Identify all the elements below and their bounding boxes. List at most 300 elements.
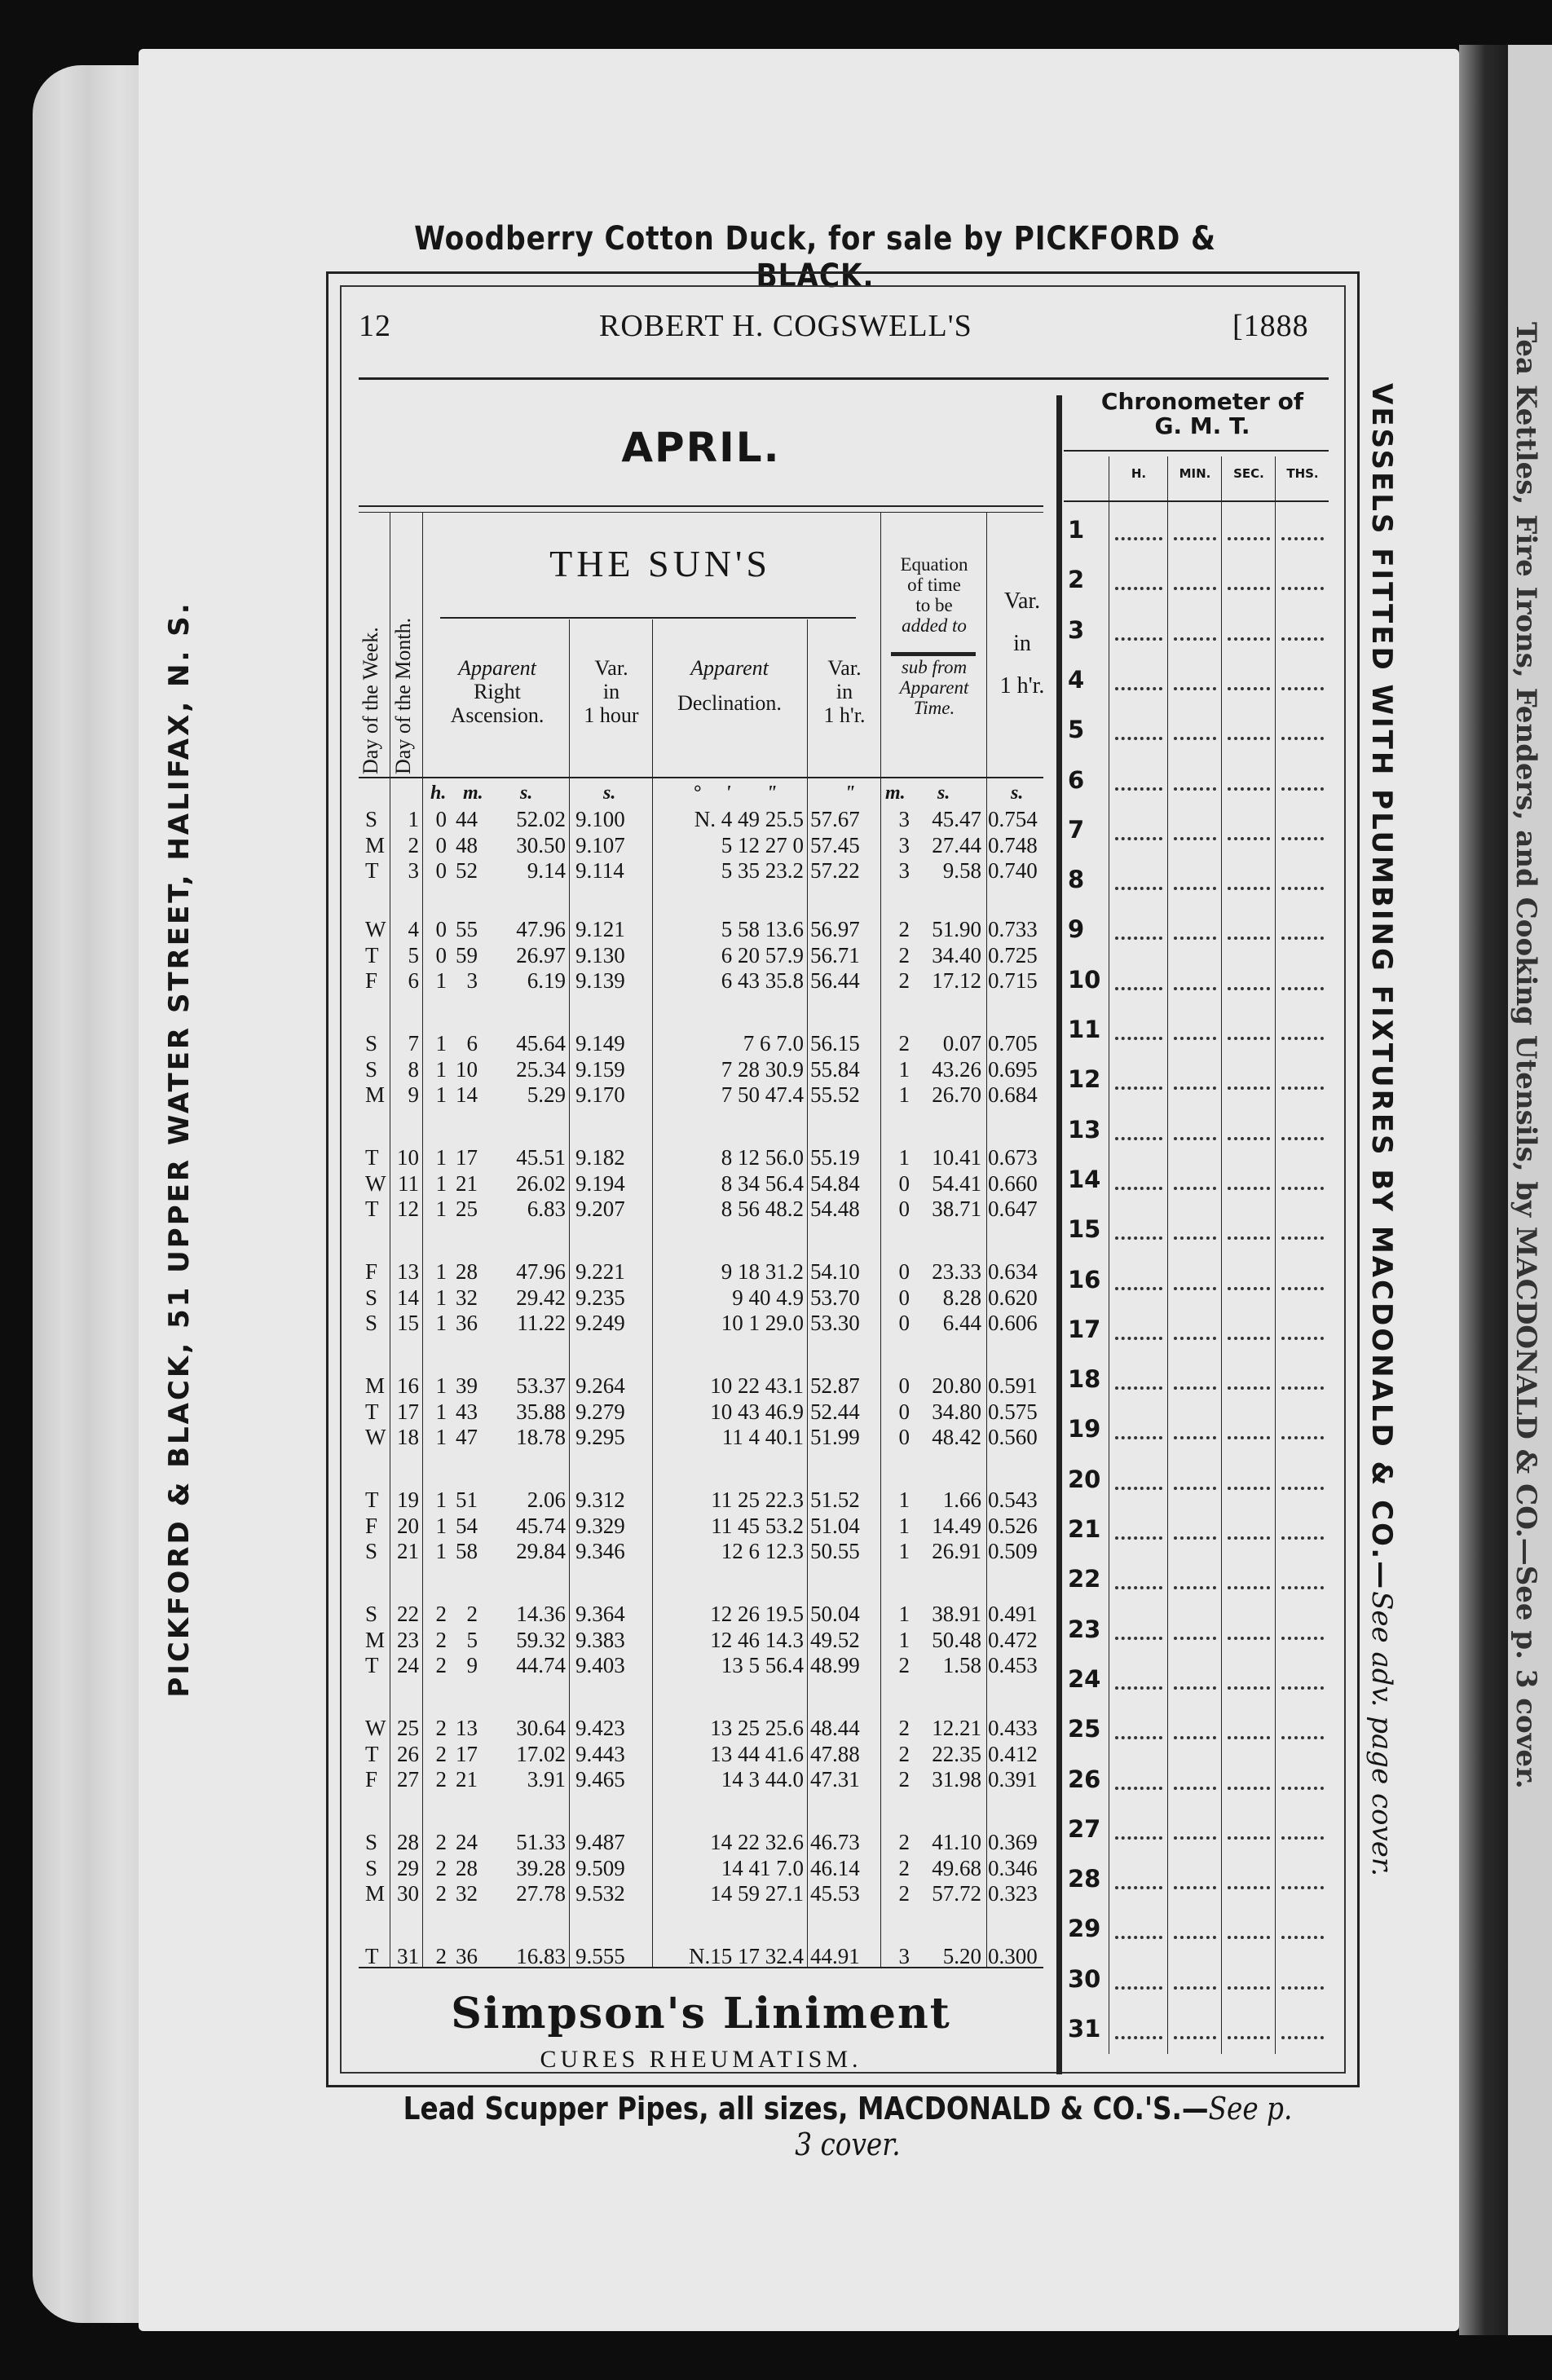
page-number: 12 (359, 309, 391, 343)
chronometer-blank-field (1174, 1633, 1216, 1640)
chronometer-day: 23 (1068, 1615, 1101, 1643)
cell-var-eq: 0.543 (988, 1488, 1038, 1512)
cell-ra-s: 47.96 (516, 1259, 566, 1284)
cell-dec: 13 25 25.6 (710, 1716, 804, 1740)
table-row (0, 1171, 1060, 1196)
cell-var-dec: 46.73 (810, 1830, 860, 1854)
cell-var-hr: 9.139 (575, 968, 625, 993)
cell-eq-m: 0 (898, 1373, 910, 1398)
cell-ra-s: 45.51 (516, 1145, 566, 1170)
table-row (0, 1373, 1060, 1398)
cell-ra-m: 13 (456, 1716, 478, 1740)
table-row (0, 1399, 1060, 1424)
cell-var-dec: 57.22 (810, 858, 860, 883)
cell-eq-s: 10.41 (932, 1145, 981, 1170)
cell-var-eq: 0.748 (988, 832, 1038, 857)
chronometer-blank-field (1228, 1284, 1270, 1290)
chronometer-blank-field (1228, 634, 1270, 641)
chronometer-blank-field (1174, 1533, 1216, 1540)
cell-dom: 15 (397, 1311, 419, 1335)
cell-eq-m: 2 (898, 968, 910, 993)
table-row (0, 1539, 1060, 1563)
chronometer-blank-field (1115, 1034, 1162, 1040)
cell-ra-m: 2 (466, 1602, 478, 1626)
chronometer-blank-field (1228, 1034, 1270, 1040)
cell-dec: 6 20 57.9 (721, 942, 804, 967)
chronometer-blank-field (1281, 684, 1324, 690)
chronometer-blank-field (1228, 1383, 1270, 1390)
cell-ra-s: 29.84 (516, 1539, 566, 1563)
cell-ra-m: 9 (466, 1653, 478, 1677)
cell-ra-h: 1 (435, 1145, 447, 1170)
cell-dom: 8 (408, 1056, 419, 1082)
cell-eq-s: 49.68 (932, 1855, 981, 1880)
cell-var-eq: 0.346 (988, 1855, 1038, 1880)
cell-ra-m: 36 (456, 1944, 478, 1968)
cell-ra-s: 53.37 (516, 1373, 566, 1398)
cell-ra-s: 16.83 (516, 1944, 566, 1968)
table-row (0, 917, 1060, 941)
cell-dom: 2 (408, 832, 419, 857)
cell-eq-m: 1 (898, 1056, 910, 1082)
cell-var-dec: 51.04 (810, 1513, 860, 1538)
chronometer-blank-field (1281, 1284, 1324, 1290)
cell-var-eq: 0.575 (988, 1399, 1038, 1424)
chronometer-blank-field (1115, 1233, 1162, 1240)
chronometer-blank-field (1174, 1034, 1216, 1040)
cell-ra-s: 11.22 (517, 1311, 566, 1335)
table-row (0, 1653, 1060, 1677)
table-row (0, 1031, 1060, 1056)
chronometer-blank-field (1115, 1284, 1162, 1290)
cell-var-hr: 9.403 (575, 1653, 625, 1677)
right-margin-advert (1365, 383, 1398, 1877)
chronometer-blank-field (1228, 1433, 1270, 1439)
cell-dow: S (365, 1056, 378, 1082)
cell-var-eq: 0.715 (988, 968, 1038, 993)
cell-eq-m: 1 (898, 1513, 910, 1538)
chronometer-blank-field (1115, 1583, 1162, 1589)
cell-ra-h: 1 (435, 1285, 447, 1310)
chronometer-blank-field (1174, 1783, 1216, 1790)
cell-var-dec: 44.91 (810, 1944, 860, 1968)
cell-ra-h: 2 (435, 1627, 447, 1652)
cell-var-eq: 0.391 (988, 1767, 1038, 1792)
cell-ra-m: 58 (456, 1539, 478, 1563)
cell-ra-s: 44.74 (516, 1653, 566, 1677)
sun-rule (440, 617, 856, 619)
cell-var-eq: 0.647 (988, 1197, 1038, 1221)
cell-eq-m: 3 (898, 807, 910, 831)
chronometer-blank-field (1281, 534, 1324, 540)
cell-ra-m: 54 (456, 1513, 478, 1538)
cell-dec: 10 22 43.1 (710, 1373, 804, 1398)
cell-ra-h: 1 (435, 1488, 447, 1512)
chronometer-blank-field (1115, 1433, 1162, 1439)
chronometer-blank-field (1174, 984, 1216, 990)
table-row (0, 833, 1060, 857)
cell-ra-h: 2 (435, 1653, 447, 1677)
cell-ra-m: 59 (456, 942, 478, 967)
cell-eq-m: 1 (898, 1082, 910, 1107)
cell-var-hr: 9.264 (575, 1373, 625, 1398)
cell-ra-h: 1 (435, 1373, 447, 1398)
var-dec-header: Var. in 1 h'r. (823, 656, 866, 727)
cell-ra-s: 2.06 (527, 1488, 566, 1512)
chronometer-blank-field (1174, 1083, 1216, 1090)
cell-ra-h: 2 (435, 1830, 447, 1854)
cell-var-hr: 9.100 (575, 807, 625, 831)
cell-eq-m: 1 (898, 1488, 910, 1512)
chronometer-blank-field (1115, 784, 1162, 791)
cell-ra-h: 1 (435, 1056, 447, 1082)
cell-dow: T (365, 858, 379, 883)
chronometer-blank-field (1174, 834, 1216, 840)
cell-ra-m: 6 (466, 1031, 478, 1056)
cell-ra-m: 48 (456, 832, 478, 857)
chronometer-day: 1 (1068, 516, 1085, 544)
right-margin-italic: See adv. page cover. (1365, 1591, 1398, 1877)
cell-dec: 9 18 31.2 (721, 1259, 804, 1284)
chronometer-blank-field (1281, 784, 1324, 791)
cell-var-hr: 9.555 (575, 1944, 625, 1968)
chronometer-blank-field (1228, 1183, 1270, 1190)
advert-title: Simpson's Liniment (451, 1989, 951, 2038)
chron-col-ths: THS. (1286, 466, 1319, 481)
chronometer-blank-field (1115, 1183, 1162, 1190)
cell-var-hr: 9.107 (575, 832, 625, 857)
table-row (0, 1514, 1060, 1538)
cell-dow: T (365, 1145, 379, 1170)
chronometer-day: 21 (1068, 1515, 1101, 1543)
chronometer-blank-field (1115, 1933, 1162, 1939)
cell-eq-s: 31.98 (932, 1767, 981, 1792)
table-row (0, 1881, 1060, 1906)
cell-var-eq: 0.323 (988, 1881, 1038, 1906)
cell-var-hr: 9.170 (575, 1082, 625, 1107)
cell-var-dec: 53.30 (810, 1311, 860, 1335)
cell-eq-s: 38.91 (932, 1602, 981, 1626)
cell-dec: 5 58 13.6 (721, 917, 804, 941)
table-row (0, 1259, 1060, 1284)
chronometer-blank-field (1281, 1533, 1324, 1540)
chronometer-day: 5 (1068, 716, 1085, 744)
chronometer-blank-field (1115, 1383, 1162, 1390)
cell-dec: 14 3 44.0 (721, 1767, 804, 1792)
cell-dec: 14 59 27.1 (710, 1881, 804, 1906)
next-page-text: Tea Kettles, Fire Irons, Fenders, and Cooking Utensils, by MACDONALD & CO.—See p. 3 cover. (1510, 322, 1542, 1789)
cell-dow: F (365, 1513, 378, 1538)
advert-subtitle: CURES RHEUMATISM. (540, 2046, 862, 2073)
chronometer-blank-field (1115, 1134, 1162, 1140)
chronometer-day: 17 (1068, 1315, 1101, 1343)
cell-dec: 7 50 47.4 (721, 1082, 804, 1107)
cell-ra-h: 0 (435, 807, 447, 831)
chronometer-blank-field (1174, 1433, 1216, 1439)
cell-var-hr: 9.249 (575, 1311, 625, 1335)
cell-ra-m: 24 (456, 1830, 478, 1854)
chronometer-day: 27 (1068, 1814, 1101, 1843)
chronometer-blank-field (1174, 1183, 1216, 1190)
chronometer-blank-field (1281, 2033, 1324, 2039)
cell-ra-s: 35.88 (516, 1399, 566, 1424)
cell-ra-h: 1 (435, 968, 447, 993)
chronometer-blank-field (1115, 2033, 1162, 2039)
cell-dec: 12 46 14.3 (710, 1627, 804, 1652)
chronometer-blank-field (1174, 634, 1216, 641)
cell-eq-s: 5.20 (942, 1944, 981, 1968)
day-of-week-label: Day of the Week. (359, 627, 382, 774)
chronometer-blank-field (1228, 2033, 1270, 2039)
cell-ra-m: 52 (456, 858, 478, 883)
chronometer-blank-field (1281, 1333, 1324, 1340)
equation-header: Equation of time to be added to sub from Apparent Time. (899, 554, 969, 718)
cell-var-dec: 57.67 (810, 807, 860, 831)
var-hour-header: Var. in 1 hour (584, 656, 639, 727)
cell-ra-h: 1 (435, 1031, 447, 1056)
cell-var-hr: 9.149 (575, 1031, 625, 1056)
chronometer-blank-field (1228, 1833, 1270, 1840)
cell-ra-h: 1 (435, 1082, 447, 1107)
cell-eq-s: 41.10 (932, 1830, 981, 1854)
chronometer-blank-field (1174, 1833, 1216, 1840)
chronometer-blank-field (1281, 584, 1324, 590)
chronometer-day: 26 (1068, 1765, 1101, 1793)
cell-dow: W (365, 917, 386, 941)
cell-eq-s: 48.42 (932, 1425, 981, 1449)
chronometer-day: 9 (1068, 915, 1085, 944)
chronometer-blank-field (1228, 933, 1270, 940)
chronometer-blank-field (1281, 1883, 1324, 1889)
cell-ra-h: 0 (435, 832, 447, 857)
chronometer-day: 28 (1068, 1865, 1101, 1893)
cell-eq-m: 2 (898, 917, 910, 941)
cell-var-hr: 9.346 (575, 1539, 625, 1563)
chronometer-blank-field (1115, 1533, 1162, 1540)
chronometer-blank-field (1174, 1583, 1216, 1589)
cell-var-dec: 52.44 (810, 1399, 860, 1424)
table-row (0, 1602, 1060, 1626)
cell-eq-s: 17.12 (932, 968, 981, 993)
cell-var-hr: 9.194 (575, 1170, 625, 1196)
cell-dec: 13 5 56.4 (721, 1653, 804, 1677)
cell-ra-h: 2 (435, 1855, 447, 1880)
chronometer-blank-field (1174, 534, 1216, 540)
cell-var-eq: 0.606 (988, 1311, 1038, 1335)
chronometer-blank-field (1115, 584, 1162, 590)
chronometer-day: 11 (1068, 1016, 1101, 1043)
cell-ra-h: 1 (435, 1399, 447, 1424)
chronometer-day: 30 (1068, 1964, 1101, 1993)
cell-ra-s: 51.33 (516, 1830, 566, 1854)
cell-eq-m: 1 (898, 1539, 910, 1563)
table-row (0, 968, 1060, 993)
cell-dom: 30 (397, 1881, 419, 1906)
cell-ra-m: 17 (456, 1145, 478, 1170)
cell-eq-s: 6.44 (942, 1311, 981, 1335)
cell-ra-s: 26.02 (516, 1170, 566, 1196)
cell-var-hr: 9.235 (575, 1285, 625, 1310)
cell-dec: 12 26 19.5 (710, 1602, 804, 1626)
chronometer-blank-field (1281, 1733, 1324, 1739)
cell-var-hr: 9.532 (575, 1881, 625, 1906)
cell-var-hr: 9.443 (575, 1741, 625, 1766)
chronometer-blank-field (1115, 1633, 1162, 1640)
cell-ra-h: 2 (435, 1767, 447, 1792)
chronometer-blank-field (1228, 1583, 1270, 1589)
cell-dow: S (365, 1830, 378, 1854)
cell-eq-s: 26.70 (932, 1082, 981, 1107)
cell-var-dec: 55.19 (810, 1145, 860, 1170)
cell-dom: 13 (397, 1259, 419, 1284)
chronometer-day: 29 (1068, 1915, 1101, 1943)
cell-var-eq: 0.300 (988, 1944, 1038, 1968)
cell-eq-m: 2 (898, 1767, 910, 1792)
table-row (0, 1830, 1060, 1854)
cell-ra-s: 47.96 (516, 917, 566, 941)
cell-ra-m: 21 (456, 1170, 478, 1196)
cell-dec: 5 35 23.2 (721, 858, 804, 883)
cell-dow: M (365, 1881, 386, 1906)
chronometer-day: 10 (1068, 965, 1101, 994)
cell-dom: 23 (397, 1627, 419, 1652)
page-year: [1888 (1232, 309, 1309, 343)
chronometer-blank-field (1174, 684, 1216, 690)
cell-eq-s: 23.33 (932, 1259, 981, 1284)
cell-dom: 28 (397, 1830, 419, 1854)
chronometer-blank-field (1115, 1483, 1162, 1490)
cell-dom: 1 (408, 807, 419, 831)
cell-var-hr: 9.114 (575, 858, 624, 883)
cell-dec: 11 4 40.1 (721, 1425, 804, 1449)
chron-col-rule (1167, 456, 1168, 2054)
chronometer-day: 8 (1068, 866, 1085, 894)
cell-ra-s: 45.64 (516, 1031, 566, 1056)
cell-ra-s: 5.29 (527, 1082, 566, 1107)
cell-dom: 5 (408, 942, 419, 967)
chronometer-blank-field (1115, 984, 1162, 990)
cell-dom: 29 (397, 1855, 419, 1880)
header-rule (359, 377, 1329, 380)
cell-var-dec: 46.14 (810, 1855, 860, 1880)
chronometer-blank-field (1174, 1733, 1216, 1739)
cell-var-eq: 0.740 (988, 858, 1038, 883)
cell-eq-s: 26.91 (932, 1539, 981, 1563)
cell-var-dec: 52.87 (810, 1373, 860, 1398)
cell-eq-s: 27.44 (932, 832, 981, 857)
cell-ra-m: 32 (456, 1881, 478, 1906)
cell-var-eq: 0.620 (988, 1285, 1038, 1310)
cell-ra-s: 14.36 (516, 1602, 566, 1626)
cell-dow: S (365, 807, 378, 831)
cell-eq-m: 3 (898, 1944, 910, 1968)
cell-eq-m: 2 (898, 1031, 910, 1056)
cell-dow: T (365, 1653, 379, 1677)
cell-ra-m: 32 (456, 1285, 478, 1310)
chronometer-blank-field (1228, 1633, 1270, 1640)
chronometer-blank-field (1174, 1933, 1216, 1939)
cell-ra-h: 1 (435, 1197, 447, 1221)
chronometer-blank-field (1115, 1783, 1162, 1790)
page-title: ROBERT H. COGSWELL'S (599, 309, 972, 343)
cell-dec: 8 34 56.4 (721, 1170, 804, 1196)
chronometer-blank-field (1115, 1733, 1162, 1739)
chronometer-blank-field (1115, 634, 1162, 641)
cell-var-eq: 0.412 (988, 1741, 1038, 1766)
cell-ra-m: 17 (456, 1741, 478, 1766)
table-row (0, 1197, 1060, 1221)
cell-var-dec: 56.97 (810, 917, 860, 941)
cell-var-dec: 50.55 (810, 1539, 860, 1563)
chronometer-day: 16 (1068, 1265, 1101, 1294)
cell-eq-s: 8.28 (942, 1285, 981, 1310)
cell-var-eq: 0.733 (988, 917, 1038, 941)
cell-var-dec: 56.15 (810, 1031, 860, 1056)
cell-dom: 3 (408, 858, 419, 883)
cell-dom: 24 (397, 1653, 419, 1677)
cell-dec: 14 22 32.6 (710, 1830, 804, 1854)
chronometer-blank-field (1281, 1983, 1324, 1990)
chronometer-blank-field (1174, 884, 1216, 890)
cell-var-dec: 50.04 (810, 1602, 860, 1626)
chronometer-blank-field (1228, 1333, 1270, 1340)
cell-dom: 6 (408, 968, 419, 993)
cell-eq-m: 0 (898, 1285, 910, 1310)
cell-ra-s: 9.14 (527, 858, 566, 883)
cell-dow: W (365, 1716, 386, 1740)
chronometer-day: 18 (1068, 1365, 1101, 1394)
cell-ra-h: 0 (435, 942, 447, 967)
chronometer-blank-field (1115, 884, 1162, 890)
cell-eq-s: 50.48 (932, 1627, 981, 1652)
table-row (0, 1311, 1060, 1335)
cell-ra-m: 28 (456, 1259, 478, 1284)
chronometer-blank-field (1174, 734, 1216, 740)
cell-dow: T (365, 1741, 379, 1766)
cell-var-eq: 0.369 (988, 1830, 1038, 1854)
cell-ra-s: 26.97 (516, 942, 566, 967)
cell-ra-h: 1 (435, 1170, 447, 1196)
cell-dow: S (365, 1285, 378, 1310)
chronometer-day: 15 (1068, 1215, 1101, 1244)
cell-ra-m: 55 (456, 917, 478, 941)
table-row (0, 1628, 1060, 1652)
cell-dow: M (365, 1373, 386, 1398)
ra-header: Apparent Right Ascension. (450, 656, 545, 727)
chronometer-blank-field (1281, 933, 1324, 940)
cell-var-dec: 53.70 (810, 1285, 860, 1310)
cell-dec: 8 12 56.0 (721, 1145, 804, 1170)
cell-ra-s: 6.83 (527, 1197, 566, 1221)
day-of-month-label: Day of the Month. (391, 617, 415, 774)
cell-ra-h: 2 (435, 1881, 447, 1906)
cell-dom: 10 (397, 1145, 419, 1170)
cell-dom: 11 (398, 1170, 419, 1196)
cell-var-dec: 47.88 (810, 1741, 860, 1766)
cell-eq-s: 1.58 (942, 1653, 981, 1677)
cell-var-hr: 9.221 (575, 1259, 625, 1284)
cell-var-hr: 9.364 (575, 1602, 625, 1626)
chronometer-blank-field (1174, 584, 1216, 590)
cell-dom: 21 (397, 1539, 419, 1563)
cell-ra-m: 39 (456, 1373, 478, 1398)
cell-dom: 7 (408, 1031, 419, 1056)
chron-col-rule (1275, 456, 1276, 2054)
cell-ra-h: 1 (435, 1513, 447, 1538)
cell-dec: 12 6 12.3 (721, 1539, 804, 1563)
chronometer-blank-field (1115, 1983, 1162, 1990)
cell-dom: 27 (397, 1767, 419, 1792)
